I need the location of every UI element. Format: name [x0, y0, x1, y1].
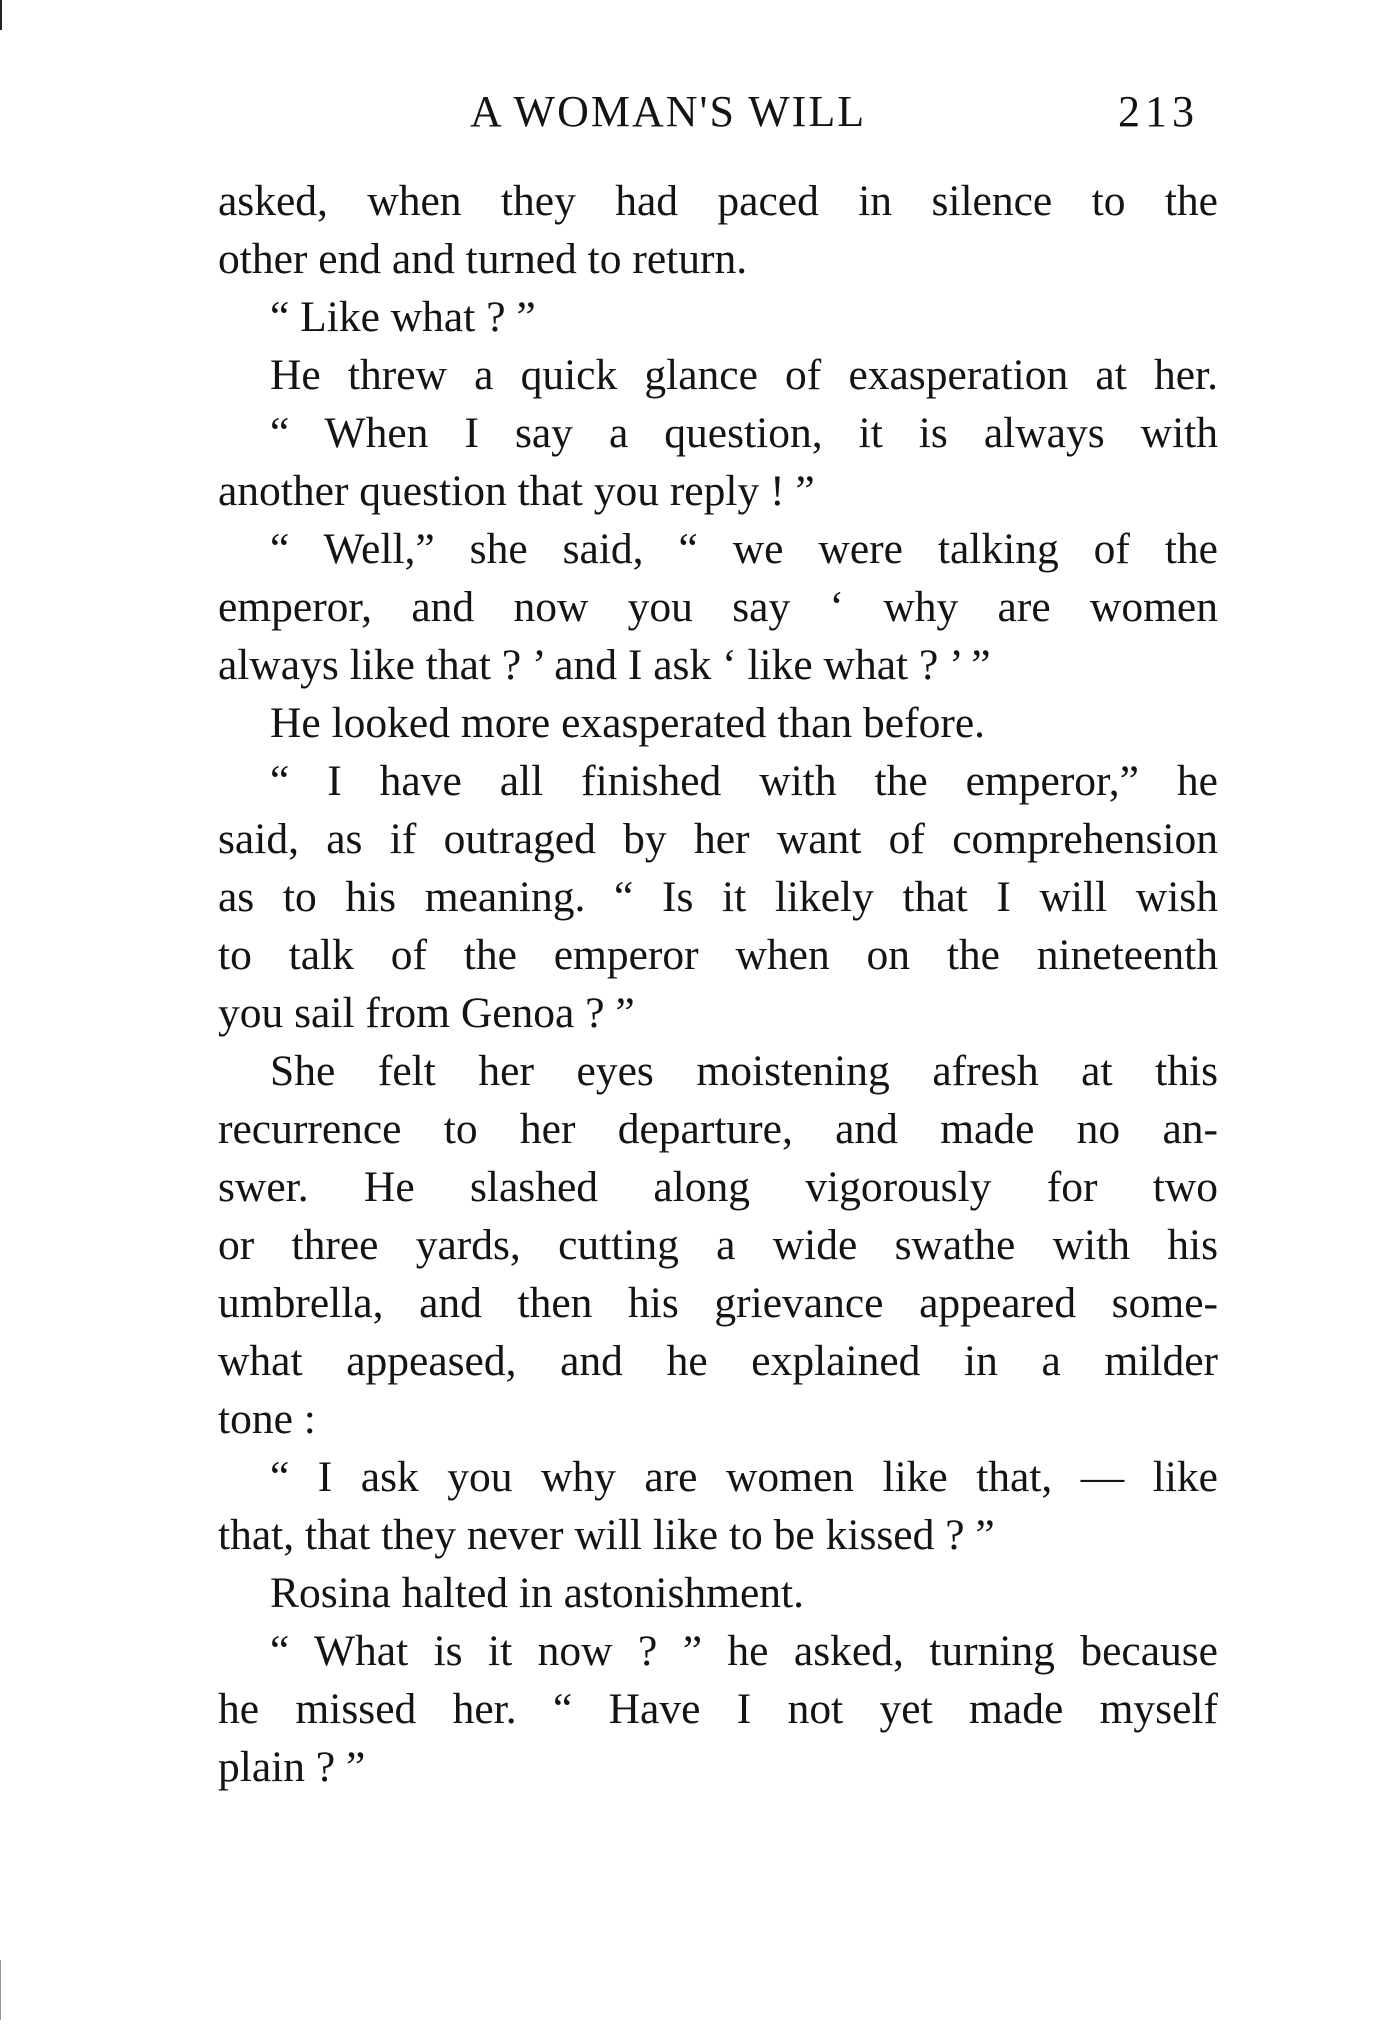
text-line: She felt her eyes moistening afresh at this	[270, 1047, 1218, 1095]
text-line: or three yards, cutting a wide swathe with his	[218, 1221, 1218, 1269]
text-line: “ Well,” she said, “ we were talking of the	[270, 525, 1218, 573]
text-line: Rosina halted in astonishment.	[270, 1569, 805, 1617]
text-line: umbrella, and then his grievance appeared some-	[218, 1279, 1218, 1327]
text-line: always like that ? ’ and I ask ‘ like what ? ’ ”	[218, 641, 991, 689]
text-line: He threw a quick glance of exasperation at her.	[270, 351, 1218, 399]
text-line: he missed her. “ Have I not yet made myself	[218, 1685, 1218, 1733]
text-line: said, as if outraged by her want of comprehension	[218, 815, 1218, 863]
text-line: “ Like what ? ”	[270, 293, 536, 341]
scan-edge-mark-bottom	[0, 1960, 1, 2020]
text-line: you sail from Genoa ? ”	[218, 989, 635, 1037]
text-line: plain ? ”	[218, 1743, 366, 1791]
text-line: asked, when they had paced in silence to the	[218, 177, 1218, 225]
text-line: to talk of the emperor when on the nineteenth	[218, 931, 1218, 979]
text-line: tone :	[218, 1395, 316, 1443]
text-line: emperor, and now you say ‘ why are women	[218, 583, 1218, 631]
text-line: another question that you reply ! ”	[218, 467, 815, 515]
text-line: as to his meaning. “ Is it likely that I will wish	[218, 873, 1218, 921]
text-line: what appeased, and he explained in a milder	[218, 1337, 1218, 1385]
text-line: other end and turned to return.	[218, 235, 748, 283]
text-line: He looked more exasperated than before.	[270, 699, 986, 747]
running-title: A WOMAN'S WILL	[470, 87, 867, 136]
text-line: swer. He slashed along vigorously for two	[218, 1163, 1218, 1211]
text-line: “ I ask you why are women like that, — like	[270, 1453, 1218, 1501]
text-line: that, that they never will like to be kissed ? ”	[218, 1511, 995, 1559]
text-line: “ When I say a question, it is always with	[270, 409, 1218, 457]
text-line: “ What is it now ? ” he asked, turning because	[270, 1627, 1218, 1675]
scan-edge-mark	[0, 0, 2, 30]
text-line: “ I have all finished with the emperor,” he	[270, 757, 1218, 805]
body-text	[218, 172, 1218, 1796]
page-number: 213	[1118, 87, 1199, 136]
text-line: recurrence to her departure, and made no an-	[218, 1105, 1218, 1153]
